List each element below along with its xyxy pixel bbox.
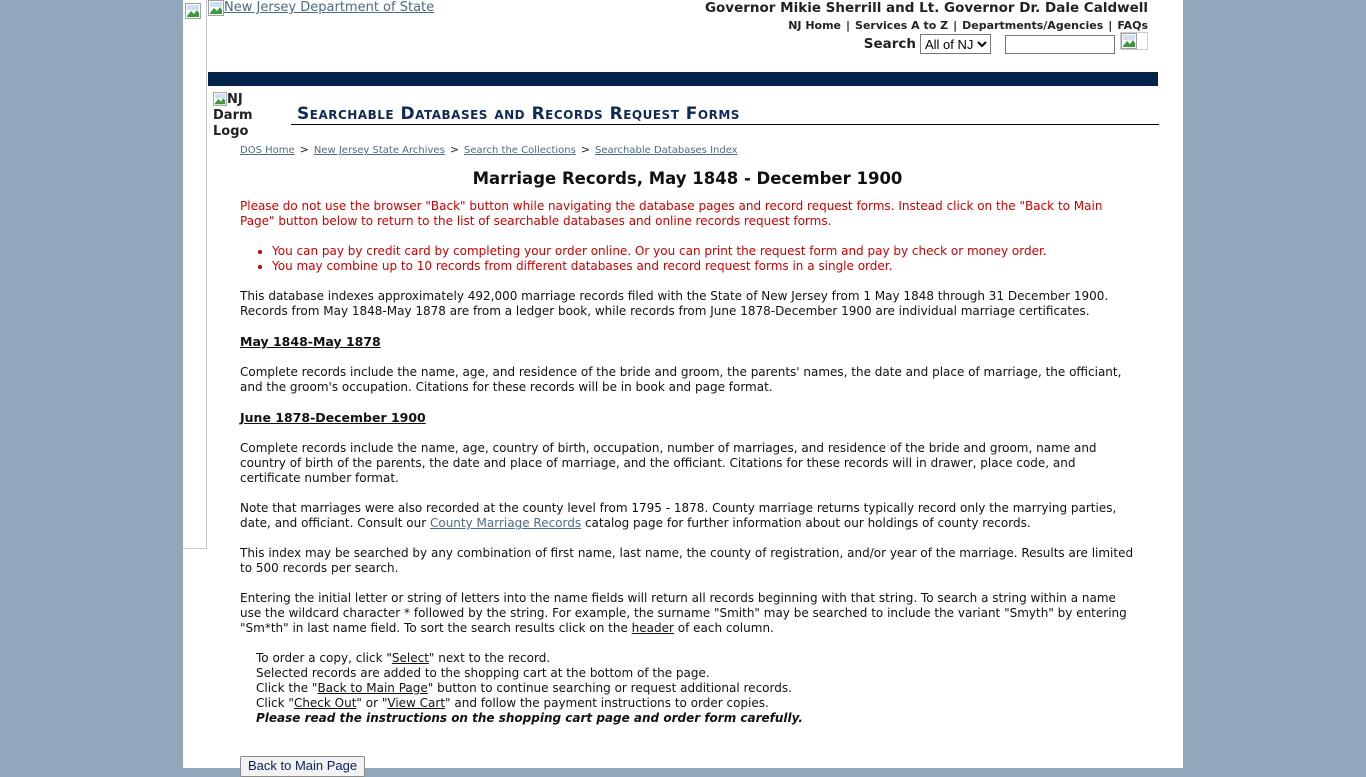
breadcrumb-separator: >: [299, 143, 309, 156]
instruction-text: " button to continue searching or request additional records.: [427, 681, 792, 695]
dos-logo-alt-text: New Jersey Department of State: [224, 0, 435, 15]
payment-note: • You can pay by credit card by completing your order online. Or you can print the request form and pay by check or money order.: [272, 244, 1135, 259]
instruction-line: [256, 651, 1135, 666]
wildcard-note: [240, 591, 1135, 636]
main-content: [240, 167, 1135, 777]
search-go-button[interactable]: [1120, 32, 1148, 50]
wildcard-text: of each column.: [673, 621, 774, 635]
darm-logo: [213, 92, 268, 140]
broken-image-icon: [1121, 33, 1137, 49]
back-button-warning: Please do not use the browser "Back" button while navigating the database pages and record request forms. Instead click on the "Back to Main Page" button below to return to the list of searchable databases and online records request forms.: [240, 199, 1103, 228]
instruction-line: [256, 681, 1135, 696]
instruction-text: To order a copy, click ": [256, 651, 392, 665]
county-note-text: Note that marriages were also recorded at the county level from 1795 - 1878. County marriage returns typically record only the marrying parties, date, and officiant. Consult our: [240, 501, 1117, 530]
breadcrumb-search-collections[interactable]: Search the Collections: [464, 145, 576, 156]
order-instructions: [240, 651, 1135, 726]
nav-separator: |: [1108, 19, 1113, 32]
instruction-text: " or ": [356, 696, 388, 710]
dos-logo-link[interactable]: [208, 0, 434, 16]
back-to-main-page-button[interactable]: Back to Main Page: [240, 756, 365, 777]
site-search: [864, 33, 1148, 55]
nav-separator: |: [953, 19, 958, 32]
broken-image-icon: [213, 92, 227, 106]
search-scope-select[interactable]: [920, 34, 991, 54]
breadcrumb-dos-home[interactable]: DOS Home: [240, 145, 295, 156]
darm-logo-alt-text: NJ Darm Logo: [213, 92, 253, 139]
left-sidebar-strip: [183, 0, 207, 549]
broken-image-icon: [208, 0, 224, 16]
instruction-emphasis: Please read the instructions on the shopping cart page and order form carefully.: [256, 711, 803, 725]
header-term: header: [631, 621, 674, 635]
breadcrumb-separator: >: [580, 143, 591, 156]
governor-line: Governor Mikie Sherrill and Lt. Governor Dr. Dale Caldwell: [704, 0, 1148, 16]
section-heading-1878-1900: June 1878-December 1900: [240, 410, 426, 425]
nav-link-departments[interactable]: Departments/Agencies: [962, 19, 1104, 32]
county-note: [240, 501, 1135, 531]
view-cart-term: View Cart: [387, 696, 446, 710]
instruction-line: [256, 696, 1135, 711]
nav-link-nj-home[interactable]: NJ Home: [788, 19, 842, 32]
search-label: Search: [863, 36, 916, 52]
instruction-line: Selected records are added to the shopping cart at the bottom of the page.: [256, 666, 710, 680]
nav-link-services[interactable]: Services A to Z: [855, 19, 949, 32]
search-input[interactable]: [1005, 35, 1115, 54]
search-note: This index may be searched by any combination of first name, last name, the county of registration, and/or year of the marriage. Results are limited to 500 records per search.: [240, 546, 1134, 575]
page-container: [183, 0, 1183, 773]
county-note-text: catalog page for further information about our holdings of county records.: [581, 516, 1031, 530]
page-title: Marriage Records, May 1848 - December 1900: [472, 169, 903, 188]
county-marriage-records-link[interactable]: County Marriage Records: [429, 516, 582, 530]
section-heading-1848-1878: May 1848-May 1878: [240, 334, 381, 349]
header-navy-bar: [208, 72, 1158, 86]
instruction-text: Click ": [256, 696, 294, 710]
top-nav-links: [788, 18, 1148, 33]
breadcrumb-separator: >: [449, 143, 460, 156]
back-to-main-term: Back to Main Page: [317, 681, 428, 695]
nav-link-faqs[interactable]: FAQs: [1117, 19, 1148, 32]
instruction-text: Click the ": [256, 681, 318, 695]
wildcard-text: Entering the initial letter or string of letters into the name fields will return all records beginning with that string. To search a string within a name use the wildcard character * followed by the string. For example, the surname "Smith" may be searched to include the variant "Smyth" by entering "Sm*th" in last name field. To sort the search results click on the: [240, 591, 1127, 635]
payment-notes: [240, 244, 1135, 274]
breadcrumb-databases-index[interactable]: Searchable Databases Index: [595, 145, 738, 156]
instruction-text: " next to the record.: [428, 651, 551, 665]
nav-separator: |: [846, 19, 851, 32]
section-text-1848-1878: Complete records include the name, age, and residence of the bride and groom, the parents' names, the date and place of marriage, the officiant, and the groom's occupation. Citations for these records will be in book and page format.: [240, 365, 1122, 394]
broken-image-icon: [185, 3, 201, 19]
intro-paragraph: This database indexes approximately 492,000 marriage records filed with the State of New Jersey from 1 May 1848 through 31 December 1900. Records from May 1848-May 1878 are from a ledger book, while records from June 1878-December 1900 are individual marriage certificates.: [240, 289, 1109, 318]
breadcrumb: [240, 143, 738, 156]
section-title: Searchable Databases and Records Request Forms: [291, 104, 1159, 125]
instruction-text: " and follow the payment instructions to order copies.: [445, 696, 769, 710]
breadcrumb-state-archives[interactable]: New Jersey State Archives: [313, 145, 445, 156]
select-term: Select: [391, 651, 429, 665]
site-header: [208, 0, 1158, 72]
check-out-term: Check Out: [293, 696, 357, 710]
section-text-1878-1900: Complete records include the name, age, country of birth, occupation, number of marriages, and residence of the bride and groom, name and country of birth of the parents, the date and place of marriage, and the officiant. Citations for these records will in drawer, place code, and certificate number format.: [240, 441, 1097, 485]
payment-note: • You may combine up to 10 records from different databases and record request forms in a single order.: [272, 259, 1135, 274]
